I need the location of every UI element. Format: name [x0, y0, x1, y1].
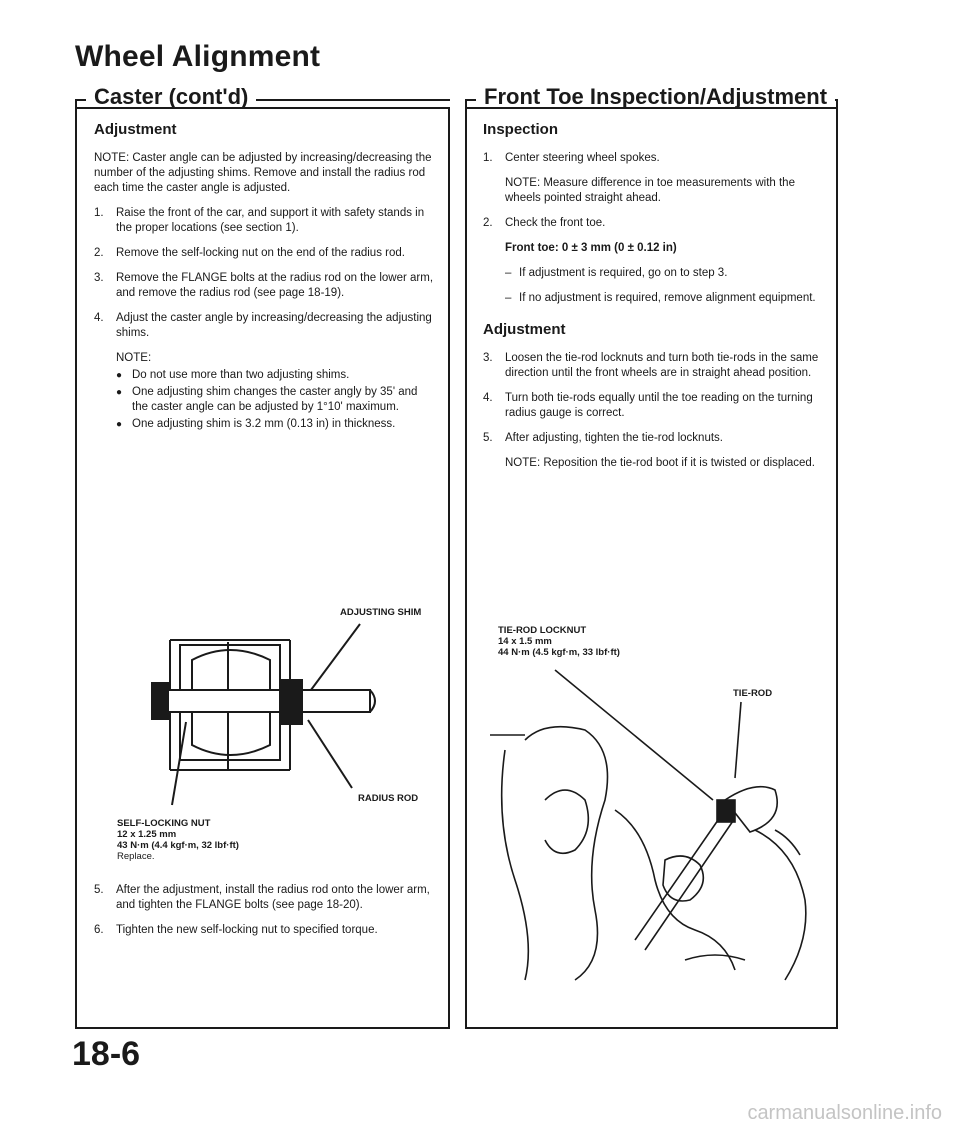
right-step: 1. Center steering wheel spokes. [483, 152, 660, 164]
leader-locknut [555, 670, 713, 800]
right-step: 4. Turn both tie-rods equally until the toe reading on the turning radius gauge is correct. [483, 392, 813, 419]
left-text-column [94, 122, 434, 442]
note-bullet: ● One adjusting shim is 3.2 mm (0.13 in) in thickness. [116, 418, 396, 430]
right-header-tick-left [465, 99, 467, 107]
radius-rod-shaft [160, 690, 370, 712]
watermark: carmanualsonline.info [747, 1102, 942, 1124]
label-self-locking-nut: SELF-LOCKING NUT 12 x 1.25 mm 43 N·m (4.4 kgf·m, 32 lbf·ft) Replace. [117, 818, 239, 862]
page-title: Wheel Alignment [75, 40, 321, 73]
left-step: 1. Raise the front of the car, and support it with safety stands in the proper locations (see section 1). [94, 207, 425, 234]
label-radius-rod: RADIUS ROD [358, 793, 419, 804]
right-step: 5. After adjusting, tighten the tie-rod locknuts. [483, 432, 723, 444]
left-step: 6. Tighten the new self-locking nut to specified torque. [94, 924, 378, 936]
adjustment-heading: Adjustment [483, 321, 566, 338]
left-section-header: Caster (cont'd) [86, 84, 256, 110]
leader-shim [305, 624, 360, 698]
left-step: 2. Remove the self-locking nut on the end of the radius rod. [94, 247, 405, 259]
step4-note [116, 351, 434, 432]
bullet-dot-icon: ● [116, 419, 123, 430]
bullet-dot-icon: ● [116, 387, 123, 398]
leader-rod [308, 720, 352, 788]
step4-note-label: NOTE: [116, 352, 152, 364]
right-section-header: Front Toe Inspection/Adjustment [476, 84, 835, 110]
left-adjustment-heading: Adjustment [94, 121, 177, 138]
front-toe-spec: Front toe: 0 ± 3 mm (0 ± 0.12 in) [505, 242, 677, 254]
label-tie-rod-locknut: TIE-ROD LOCKNUT 14 x 1.5 mm 44 N·m (4.5 kgf·m, 33 lbf·ft) [498, 625, 620, 658]
left-intro-note: NOTE: Caster angle can be adjusted by increasing/decreasing the number of the adjusting shims. Remove and install the radius rod each time the caster angle is adjusted. [94, 152, 432, 194]
tie-rod-shaft [635, 810, 735, 950]
note-bullet: ● Do not use more than two adjusting shims. [116, 369, 350, 381]
left-step: 4. Adjust the caster angle by increasing/decreasing the adjusting shims. [94, 312, 432, 339]
nut-shape [152, 683, 168, 719]
left-header-tick [75, 99, 77, 107]
page-number: 18-6 [72, 1035, 141, 1073]
left-step: 3. Remove the FLANGE bolts at the radius rod on the lower arm, and remove the radius rod (see page 18-19). [94, 272, 434, 299]
dash-item: – If adjustment is required, go on to step 3. [505, 267, 728, 279]
label-tie-rod: TIE-ROD [733, 688, 773, 699]
caster-shim-diagram [130, 620, 430, 810]
shim-stack [280, 680, 302, 724]
inspection-heading: Inspection [483, 121, 559, 138]
note-bullet: ● One adjusting shim changes the caster angly by 35' and the caster angle can be adjusted by 1°10' maximum. [116, 386, 418, 413]
locknut-shape [717, 800, 735, 822]
leader-tierod [735, 702, 741, 778]
tie-rod-diagram [485, 660, 825, 990]
dash-item: – If no adjustment is required, remove alignment equipment. [505, 292, 816, 304]
right-step: 3. Loosen the tie-rod locknuts and turn both tie-rods in the same direction until the front wheels are in straight ahead position. [483, 352, 819, 379]
left-text-column-lower [94, 883, 434, 948]
right-header-tick-right [836, 99, 838, 107]
left-step: 5. After the adjustment, install the radius rod onto the lower arm, and tighten the FLANGE bolts (see page 18-20). [94, 884, 430, 911]
right-text-column [483, 122, 823, 481]
step1-note: NOTE: Measure difference in toe measurements with the wheels pointed straight ahead. [505, 177, 795, 204]
bullet-dot-icon: ● [116, 370, 123, 381]
label-adjusting-shim: ADJUSTING SHIM [340, 607, 422, 618]
right-step: 2. Check the front toe. [483, 217, 606, 229]
step5-note: NOTE: Reposition the tie-rod boot if it is twisted or displaced. [505, 457, 816, 469]
